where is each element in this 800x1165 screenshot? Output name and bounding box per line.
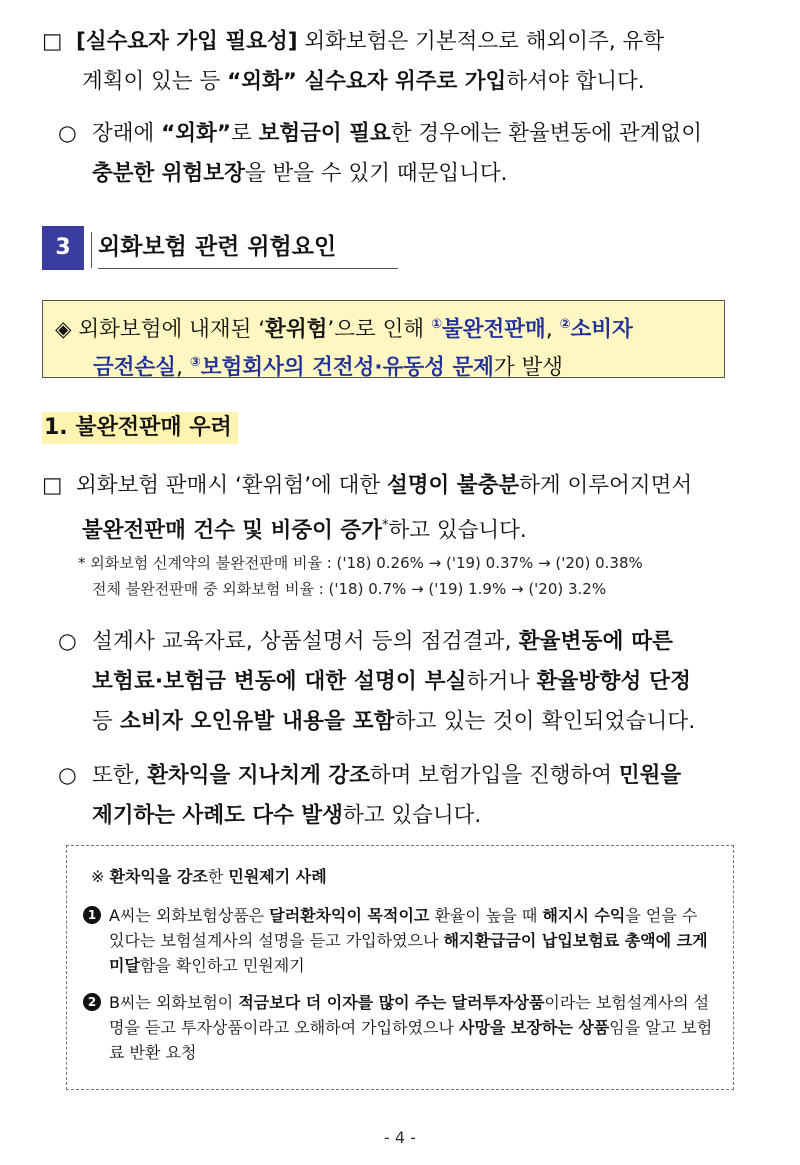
summary-text: 외화보험에 내재된 ‘	[78, 317, 266, 343]
paragraph-text: 하거나	[466, 669, 537, 694]
paragraph-inspection	[58, 622, 748, 742]
paragraph-text: 또한,	[92, 763, 148, 788]
risk-item: 보험회사의 건전성·유동성 문제	[200, 355, 494, 381]
emphasis-text: 해지시 수익	[542, 906, 626, 925]
paragraph-text: 설계사 교육자료, 상품설명서 등의 점검결과,	[92, 629, 519, 654]
emphasis-text: 제기하는 사례도 다수 발생	[92, 803, 343, 828]
paragraph-text: 하며 보험가입을 진행하여	[369, 763, 619, 788]
case-text: 함을 확인하고 민원제기	[139, 956, 305, 975]
section-title: 외화보험 관련 위험요인	[98, 234, 337, 260]
paragraph-text: 로	[230, 121, 259, 146]
emphasis-text: 사망을 보장하는 상품	[459, 1018, 610, 1037]
emphasis-text: 환위험	[265, 317, 328, 343]
paragraph-text: 등	[92, 709, 121, 734]
case-number-1: 1	[83, 906, 101, 924]
paragraph-text: 계획이 있는 등	[82, 69, 228, 94]
paragraph-text: 한 경우에는 환율변동에 관계없이	[390, 121, 702, 146]
emphasis-text: 보험료·보험금 변동에 대한 설명이 부실	[92, 669, 467, 694]
statistics-footnote	[78, 550, 778, 602]
paragraph-text: 을 받을 수 있기 때문입니다.	[244, 161, 508, 186]
paragraph-text: 하고 있습니다.	[388, 518, 527, 544]
emphasis-text: “외화” 실수요자 위주로 가입	[227, 69, 507, 94]
heading-divider	[91, 232, 92, 268]
summary-text: 가 발생	[493, 355, 564, 381]
circle-bullet: ○	[58, 629, 77, 654]
square-bullet: □	[42, 29, 63, 54]
summary-text: ,	[545, 317, 560, 343]
case-text: A씨는 외화보험상품은	[109, 906, 270, 925]
emphasis-text: 해지환급금이 납입보험료 총액에 크게 미달	[109, 931, 708, 975]
paragraph-reason	[58, 114, 758, 194]
case-item-1	[83, 903, 717, 978]
risk-item: 불완전판매	[441, 317, 546, 343]
emphasis-text: 보험금이 필요	[258, 121, 391, 146]
paragraph-eligibility	[42, 22, 762, 102]
footnote-line: 외화보험 신계약의 불완전판매 비율 : ('18) 0.26% → ('19) 0.37% → ('20) 0.38%	[90, 554, 643, 572]
emphasis-text: 소비자 오인유발 내용을 포함	[120, 709, 395, 734]
square-bullet: □	[42, 473, 63, 498]
paragraph-text: 하고 있습니다.	[342, 803, 482, 828]
emphasis-text: “외화”	[161, 121, 231, 146]
superscript-number: ①	[430, 317, 442, 332]
paragraph-text: 장래에	[92, 121, 162, 146]
emphasis-text: 불완전판매 건수 및 비중이 증가	[82, 518, 382, 544]
summary-text: ,	[176, 355, 190, 381]
emphasis-text: 달러환차익이 목적이고	[269, 906, 430, 925]
paragraph-complaints	[58, 756, 748, 836]
circle-bullet: ○	[58, 121, 77, 146]
page-number: - 4 -	[384, 1128, 416, 1147]
summary-text: ’으로 인해	[327, 317, 431, 343]
emphasis-text: 민원제기 사례	[228, 867, 327, 886]
risk-summary-box	[42, 300, 725, 381]
emphasis-text: 환율변동에 따른	[518, 629, 674, 654]
emphasis-text: 충분한 위험보장	[92, 161, 245, 186]
superscript-number: ③	[189, 355, 201, 371]
paragraph-text: 하게 이루어지면서	[519, 473, 693, 498]
case-text: B씨는 외화보험이	[109, 993, 239, 1012]
case-text: 임을 알고 보험료 반환 요청	[109, 1018, 713, 1062]
case-title-text: 한	[207, 867, 229, 886]
superscript-number: ②	[559, 317, 571, 332]
paragraph-text: 하고 있는 것이 확인되었습니다.	[394, 709, 696, 734]
emphasis-text: 민원을	[618, 763, 682, 788]
reference-mark: ※	[91, 867, 105, 886]
circle-bullet: ○	[58, 763, 77, 788]
risk-item: 소비자	[570, 317, 633, 343]
heading-underline	[98, 268, 398, 269]
section-number: 3	[42, 226, 84, 270]
eligibility-heading: [실수요자 가입 필요성]	[76, 29, 298, 54]
emphasis-text: 설명이 불충분	[387, 473, 520, 498]
emphasis-text: 환차익을 강조	[109, 867, 208, 886]
subheading: 1. 불완전판매 우려	[42, 412, 238, 444]
case-item-2	[83, 990, 717, 1065]
paragraph-text: 하셔야 합니다.	[506, 69, 645, 94]
footnote-mark: *	[381, 518, 389, 533]
case-text: 을 얻을 수 있다는 보험설계사의 설명을 듣고 가입하였으나	[109, 906, 698, 950]
complaint-cases-box	[66, 845, 734, 1090]
case-text: 환율이 높을 때	[429, 906, 543, 925]
case-text: 이라는 보험설계사의 설명을 듣고 투자상품이라고 오해하여 가입하였으나	[109, 993, 710, 1037]
paragraph-text: 외화보험 판매시 ‘환위험’에 대한	[76, 473, 388, 498]
case-box-title	[91, 864, 717, 889]
risk-item: 금전손실	[93, 355, 177, 381]
paragraph-mis-selling	[42, 466, 782, 551]
footnote-line: 전체 불완전판매 중 외화보험 비율 : ('18) 0.7% → ('19) 1.9% → ('20) 3.2%	[92, 580, 607, 598]
emphasis-text: 환율방향성 단정	[536, 669, 692, 694]
diamond-bullet: ◈	[55, 317, 72, 343]
paragraph-text: 외화보험은 기본적으로 해외이주, 유학	[297, 29, 665, 54]
emphasis-text: 환차익을 지나치게 강조	[147, 763, 370, 788]
emphasis-text: 적금보다 더 이자를 많이 주는 달러투자상품	[238, 993, 545, 1012]
case-number-2: 2	[83, 993, 101, 1011]
asterisk-mark: *	[78, 554, 86, 572]
